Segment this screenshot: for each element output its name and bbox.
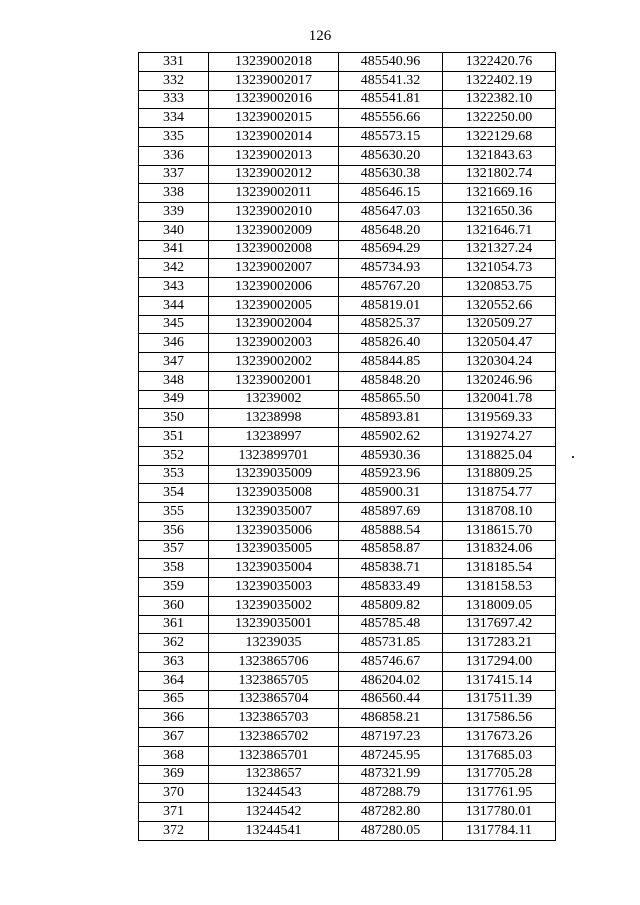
- row-number-cell: 371: [139, 803, 209, 822]
- x-coordinate-cell: 485838.71: [339, 559, 443, 578]
- point-id-cell: 13238998: [209, 409, 339, 428]
- row-number-cell: 356: [139, 521, 209, 540]
- table-row: [139, 296, 556, 315]
- x-coordinate-cell: 485694.29: [339, 240, 443, 259]
- point-id-cell: 1323865706: [209, 653, 339, 672]
- y-coordinate-cell: 1317705.28: [443, 765, 556, 784]
- x-coordinate-cell: 485826.40: [339, 334, 443, 353]
- table-row: [139, 671, 556, 690]
- page-number: 126: [308, 28, 332, 44]
- row-number-cell: 342: [139, 259, 209, 278]
- x-coordinate-cell: 485848.20: [339, 371, 443, 390]
- table-row: [139, 690, 556, 709]
- table-row: [139, 765, 556, 784]
- y-coordinate-cell: 1321669.16: [443, 184, 556, 203]
- row-number-cell: 351: [139, 428, 209, 447]
- row-number-cell: 333: [139, 90, 209, 109]
- table-row: [139, 259, 556, 278]
- table-row: [139, 390, 556, 409]
- table-row: [139, 53, 556, 72]
- x-coordinate-cell: 485540.96: [339, 53, 443, 72]
- x-coordinate-cell: 485893.81: [339, 409, 443, 428]
- row-number-cell: 368: [139, 746, 209, 765]
- row-number-cell: 350: [139, 409, 209, 428]
- x-coordinate-cell: 485767.20: [339, 278, 443, 297]
- x-coordinate-cell: 485647.03: [339, 203, 443, 222]
- x-coordinate-cell: 487321.99: [339, 765, 443, 784]
- y-coordinate-cell: 1320504.47: [443, 334, 556, 353]
- row-number-cell: 359: [139, 578, 209, 597]
- x-coordinate-cell: 485731.85: [339, 634, 443, 653]
- y-coordinate-cell: 1317415.14: [443, 671, 556, 690]
- y-coordinate-cell: 1317761.95: [443, 784, 556, 803]
- y-coordinate-cell: 1318825.04: [443, 446, 556, 465]
- y-coordinate-cell: 1318809.25: [443, 465, 556, 484]
- point-id-cell: 13239002007: [209, 259, 339, 278]
- point-id-cell: 13239035004: [209, 559, 339, 578]
- x-coordinate-cell: 485897.69: [339, 503, 443, 522]
- point-id-cell: 13239035007: [209, 503, 339, 522]
- table-row: [139, 540, 556, 559]
- x-coordinate-cell: 487245.95: [339, 746, 443, 765]
- row-number-cell: 367: [139, 728, 209, 747]
- point-id-cell: 13239035005: [209, 540, 339, 559]
- point-id-cell: 13239002011: [209, 184, 339, 203]
- y-coordinate-cell: 1318009.05: [443, 596, 556, 615]
- table-row: [139, 409, 556, 428]
- row-number-cell: 363: [139, 653, 209, 672]
- y-coordinate-cell: 1317784.11: [443, 821, 556, 840]
- point-id-cell: 13244542: [209, 803, 339, 822]
- table-row: [139, 371, 556, 390]
- x-coordinate-cell: 485923.96: [339, 465, 443, 484]
- table-row: [139, 128, 556, 147]
- table-row: [139, 484, 556, 503]
- row-number-cell: 341: [139, 240, 209, 259]
- table-row: [139, 90, 556, 109]
- y-coordinate-cell: 1322382.10: [443, 90, 556, 109]
- point-id-cell: 13244543: [209, 784, 339, 803]
- row-number-cell: 365: [139, 690, 209, 709]
- point-id-cell: 1323865704: [209, 690, 339, 709]
- table-row: [139, 278, 556, 297]
- y-coordinate-cell: 1317697.42: [443, 615, 556, 634]
- point-id-cell: 13239002016: [209, 90, 339, 109]
- point-id-cell: 13239035009: [209, 465, 339, 484]
- row-number-cell: 345: [139, 315, 209, 334]
- point-id-cell: 13239002012: [209, 165, 339, 184]
- x-coordinate-cell: 485809.82: [339, 596, 443, 615]
- point-id-cell: 13238657: [209, 765, 339, 784]
- row-number-cell: 354: [139, 484, 209, 503]
- point-id-cell: 13239002: [209, 390, 339, 409]
- point-id-cell: 13239035003: [209, 578, 339, 597]
- y-coordinate-cell: 1321327.24: [443, 240, 556, 259]
- y-coordinate-cell: 1321802.74: [443, 165, 556, 184]
- x-coordinate-cell: 486560.44: [339, 690, 443, 709]
- row-number-cell: 372: [139, 821, 209, 840]
- x-coordinate-cell: 485865.50: [339, 390, 443, 409]
- row-number-cell: 370: [139, 784, 209, 803]
- table-row: [139, 428, 556, 447]
- x-coordinate-cell: 485630.20: [339, 146, 443, 165]
- y-coordinate-cell: 1321054.73: [443, 259, 556, 278]
- y-coordinate-cell: 1318158.53: [443, 578, 556, 597]
- row-number-cell: 343: [139, 278, 209, 297]
- point-id-cell: 13239035002: [209, 596, 339, 615]
- row-number-cell: 355: [139, 503, 209, 522]
- table-row: [139, 578, 556, 597]
- y-coordinate-cell: 1317586.56: [443, 709, 556, 728]
- y-coordinate-cell: 1320304.24: [443, 353, 556, 372]
- y-coordinate-cell: 1317283.21: [443, 634, 556, 653]
- table-row: [139, 503, 556, 522]
- row-number-cell: 335: [139, 128, 209, 147]
- table-row: [139, 221, 556, 240]
- x-coordinate-cell: 485646.15: [339, 184, 443, 203]
- table-row: [139, 559, 556, 578]
- point-id-cell: 13239002015: [209, 109, 339, 128]
- x-coordinate-cell: 485630.38: [339, 165, 443, 184]
- table-row: [139, 109, 556, 128]
- x-coordinate-cell: 485888.54: [339, 521, 443, 540]
- point-id-cell: 13239002010: [209, 203, 339, 222]
- point-id-cell: 1323865703: [209, 709, 339, 728]
- row-number-cell: 337: [139, 165, 209, 184]
- row-number-cell: 348: [139, 371, 209, 390]
- table-row: [139, 315, 556, 334]
- x-coordinate-cell: 485785.48: [339, 615, 443, 634]
- x-coordinate-cell: 485573.15: [339, 128, 443, 147]
- table-row: [139, 709, 556, 728]
- x-coordinate-cell: 487282.80: [339, 803, 443, 822]
- table-row: [139, 240, 556, 259]
- row-number-cell: 357: [139, 540, 209, 559]
- row-number-cell: 358: [139, 559, 209, 578]
- x-coordinate-cell: 486858.21: [339, 709, 443, 728]
- row-number-cell: 334: [139, 109, 209, 128]
- y-coordinate-cell: 1319569.33: [443, 409, 556, 428]
- point-id-cell: 13238997: [209, 428, 339, 447]
- x-coordinate-cell: 485648.20: [339, 221, 443, 240]
- table-row: [139, 521, 556, 540]
- point-id-cell: 13239035006: [209, 521, 339, 540]
- table-row: [139, 615, 556, 634]
- table-row: [139, 446, 556, 465]
- point-id-cell: 13239035008: [209, 484, 339, 503]
- point-id-cell: 13239035: [209, 634, 339, 653]
- table-row: [139, 203, 556, 222]
- row-number-cell: 331: [139, 53, 209, 72]
- point-id-cell: 13239002008: [209, 240, 339, 259]
- point-id-cell: 13239002005: [209, 296, 339, 315]
- y-coordinate-cell: 1318185.54: [443, 559, 556, 578]
- coordinates-table-body: [139, 53, 556, 841]
- table-row: [139, 821, 556, 840]
- y-coordinate-cell: 1321650.36: [443, 203, 556, 222]
- table-row: [139, 634, 556, 653]
- row-number-cell: 346: [139, 334, 209, 353]
- x-coordinate-cell: 487288.79: [339, 784, 443, 803]
- x-coordinate-cell: 485833.49: [339, 578, 443, 597]
- y-coordinate-cell: 1317780.01: [443, 803, 556, 822]
- row-number-cell: 366: [139, 709, 209, 728]
- row-number-cell: 361: [139, 615, 209, 634]
- point-id-cell: 13239002001: [209, 371, 339, 390]
- point-id-cell: 13244541: [209, 821, 339, 840]
- y-coordinate-cell: 1320552.66: [443, 296, 556, 315]
- point-id-cell: 1323899701: [209, 446, 339, 465]
- x-coordinate-cell: 485734.93: [339, 259, 443, 278]
- y-coordinate-cell: 1317685.03: [443, 746, 556, 765]
- point-id-cell: 13239002004: [209, 315, 339, 334]
- row-number-cell: 347: [139, 353, 209, 372]
- table-row: [139, 165, 556, 184]
- point-id-cell: 1323865701: [209, 746, 339, 765]
- row-number-cell: 352: [139, 446, 209, 465]
- row-number-cell: 339: [139, 203, 209, 222]
- point-id-cell: 1323865705: [209, 671, 339, 690]
- y-coordinate-cell: 1317673.26: [443, 728, 556, 747]
- x-coordinate-cell: 487197.23: [339, 728, 443, 747]
- x-coordinate-cell: 485819.01: [339, 296, 443, 315]
- y-coordinate-cell: 1322129.68: [443, 128, 556, 147]
- y-coordinate-cell: 1320041.78: [443, 390, 556, 409]
- point-id-cell: 13239002002: [209, 353, 339, 372]
- y-coordinate-cell: 1322250.00: [443, 109, 556, 128]
- x-coordinate-cell: 485930.36: [339, 446, 443, 465]
- x-coordinate-cell: 487280.05: [339, 821, 443, 840]
- x-coordinate-cell: 485844.85: [339, 353, 443, 372]
- table-row: [139, 728, 556, 747]
- row-number-cell: 332: [139, 71, 209, 90]
- row-number-cell: 353: [139, 465, 209, 484]
- table-row: [139, 653, 556, 672]
- point-id-cell: 13239002017: [209, 71, 339, 90]
- point-id-cell: 13239035001: [209, 615, 339, 634]
- table-row: [139, 465, 556, 484]
- y-coordinate-cell: 1318754.77: [443, 484, 556, 503]
- y-coordinate-cell: 1317511.39: [443, 690, 556, 709]
- x-coordinate-cell: 486204.02: [339, 671, 443, 690]
- row-number-cell: 349: [139, 390, 209, 409]
- y-coordinate-cell: 1320246.96: [443, 371, 556, 390]
- x-coordinate-cell: 485825.37: [339, 315, 443, 334]
- row-number-cell: 364: [139, 671, 209, 690]
- x-coordinate-cell: 485556.66: [339, 109, 443, 128]
- x-coordinate-cell: 485746.67: [339, 653, 443, 672]
- row-number-cell: 336: [139, 146, 209, 165]
- scan-speck: [572, 456, 574, 458]
- y-coordinate-cell: 1322420.76: [443, 53, 556, 72]
- table-row: [139, 146, 556, 165]
- row-number-cell: 369: [139, 765, 209, 784]
- table-row: [139, 596, 556, 615]
- point-id-cell: 13239002003: [209, 334, 339, 353]
- x-coordinate-cell: 485900.31: [339, 484, 443, 503]
- row-number-cell: 360: [139, 596, 209, 615]
- row-number-cell: 362: [139, 634, 209, 653]
- y-coordinate-cell: 1318708.10: [443, 503, 556, 522]
- coordinates-table: [138, 52, 556, 841]
- row-number-cell: 338: [139, 184, 209, 203]
- table-row: [139, 803, 556, 822]
- table-row: [139, 746, 556, 765]
- table-row: [139, 353, 556, 372]
- y-coordinate-cell: 1321646.71: [443, 221, 556, 240]
- row-number-cell: 340: [139, 221, 209, 240]
- y-coordinate-cell: 1319274.27: [443, 428, 556, 447]
- x-coordinate-cell: 485902.62: [339, 428, 443, 447]
- point-id-cell: 13239002014: [209, 128, 339, 147]
- row-number-cell: 344: [139, 296, 209, 315]
- y-coordinate-cell: 1321843.63: [443, 146, 556, 165]
- point-id-cell: 13239002009: [209, 221, 339, 240]
- y-coordinate-cell: 1320509.27: [443, 315, 556, 334]
- y-coordinate-cell: 1318615.70: [443, 521, 556, 540]
- table-row: [139, 184, 556, 203]
- y-coordinate-cell: 1322402.19: [443, 71, 556, 90]
- point-id-cell: 1323865702: [209, 728, 339, 747]
- y-coordinate-cell: 1320853.75: [443, 278, 556, 297]
- table-row: [139, 784, 556, 803]
- y-coordinate-cell: 1317294.00: [443, 653, 556, 672]
- y-coordinate-cell: 1318324.06: [443, 540, 556, 559]
- point-id-cell: 13239002006: [209, 278, 339, 297]
- x-coordinate-cell: 485858.87: [339, 540, 443, 559]
- x-coordinate-cell: 485541.81: [339, 90, 443, 109]
- table-row: [139, 334, 556, 353]
- point-id-cell: 13239002013: [209, 146, 339, 165]
- point-id-cell: 13239002018: [209, 53, 339, 72]
- table-row: [139, 71, 556, 90]
- x-coordinate-cell: 485541.32: [339, 71, 443, 90]
